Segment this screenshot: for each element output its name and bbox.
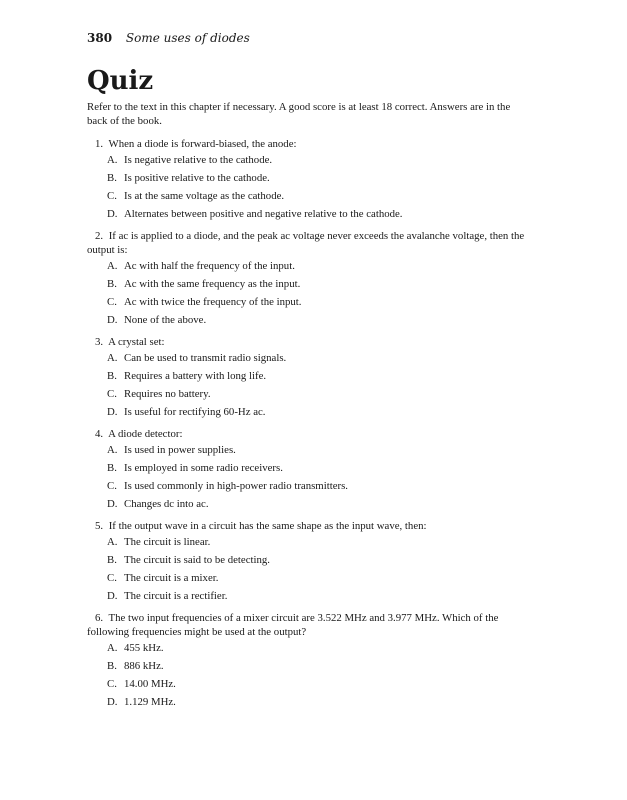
question-number: 4. [95,428,104,440]
option-text: Is negative relative to the cathode. [124,154,273,166]
option-text: Is useful for rectifying 60-Hz ac. [124,406,266,418]
option-letter: A. [107,260,118,272]
option-text: Is used commonly in high-power radio transmitters. [124,480,348,492]
question-5 [87,519,527,605]
option-letter: B. [107,554,117,566]
question-text [87,137,527,151]
question-number: 6. [95,612,104,624]
option-text: The circuit is linear. [124,536,211,548]
answer-option [87,403,527,421]
option-text: Requires no battery. [124,388,211,400]
answer-option [87,367,527,385]
option-text: Is positive relative to the cathode. [124,172,270,184]
option-text: None of the above. [124,314,207,326]
answer-option [87,257,527,275]
question-1 [87,137,527,223]
answer-option [87,169,527,187]
question-prompt: The two input frequencies of a mixer circuit are 3.522 MHz and 3.977 MHz. Which of the following frequencies might be used at the output? [87,612,499,638]
option-letter: C. [107,480,117,492]
option-text: 14.00 MHz. [124,678,176,690]
option-letter: A. [107,154,118,166]
answer-option [87,569,527,587]
option-letter: C. [107,678,117,690]
quiz-intro: Refer to the text in this chapter if necessary. A good score is at least 18 correct. Answers are in the back of the book. [87,101,511,127]
option-text: Ac with half the frequency of the input. [124,260,295,272]
question-prompt: A crystal set: [108,336,165,348]
answer-option [87,205,527,223]
option-text: The circuit is a mixer. [124,572,219,584]
option-letter: C. [107,388,117,400]
option-letter: D. [107,590,118,602]
page-number: 380 [87,31,113,45]
option-letter: D. [107,208,118,220]
option-text: Is used in power supplies. [124,444,236,456]
quiz-title: Quiz [87,66,154,96]
option-text: The circuit is a rectifier. [124,590,228,602]
option-letter: A. [107,536,118,548]
answer-option [87,657,527,675]
option-text: Requires a battery with long life. [124,370,267,382]
option-letter: B. [107,462,117,474]
option-text: Can be used to transmit radio signals. [124,352,287,364]
option-letter: C. [107,572,117,584]
question-2 [87,229,527,329]
question-number: 5. [95,520,104,532]
answer-option [87,187,527,205]
option-text: 886 kHz. [124,660,164,672]
answer-option [87,587,527,605]
option-text: Is employed in some radio receivers. [124,462,283,474]
running-title: Some uses of diodes [125,31,250,45]
question-text [87,427,527,441]
option-text: 1.129 MHz. [124,696,176,708]
option-letter: A. [107,352,118,364]
option-text: Changes dc into ac. [124,498,209,510]
answer-option [87,293,527,311]
option-text: Ac with the same frequency as the input. [124,278,301,290]
question-6 [87,611,527,711]
running-head [87,30,527,48]
option-letter: B. [107,660,117,672]
answer-options [87,533,527,605]
answer-options [87,639,527,711]
answer-option [87,441,527,459]
answer-option [87,385,527,403]
option-text: Alternates between positive and negative relative to the cathode. [124,208,403,220]
question-4 [87,427,527,513]
answer-option [87,533,527,551]
question-text [87,335,527,349]
answer-option [87,477,527,495]
question-number: 2. [95,230,104,242]
answer-options [87,441,527,513]
option-letter: D. [107,406,118,418]
answer-option [87,151,527,169]
question-list [87,137,527,711]
option-text: 455 kHz. [124,642,164,654]
question-prompt: If ac is applied to a diode, and the peak ac voltage never exceeds the avalanche voltage, then the output is: [87,230,525,256]
option-text: Ac with twice the frequency of the input. [124,296,302,308]
option-letter: D. [107,314,118,326]
question-text [87,229,527,257]
option-letter: D. [107,498,118,510]
option-letter: B. [107,172,117,184]
option-text: The circuit is said to be detecting. [124,554,271,566]
answer-options [87,257,527,329]
answer-options [87,151,527,223]
answer-option [87,693,527,711]
option-letter: A. [107,642,118,654]
question-text [87,611,527,639]
page [87,30,527,717]
answer-option [87,675,527,693]
answer-option [87,639,527,657]
question-text [87,519,527,533]
option-letter: B. [107,278,117,290]
question-3 [87,335,527,421]
question-prompt: When a diode is forward-biased, the anode: [108,138,297,150]
answer-option [87,311,527,329]
question-prompt: If the output wave in a circuit has the same shape as the input wave, then: [108,520,427,532]
answer-option [87,275,527,293]
answer-option [87,551,527,569]
answer-option [87,349,527,367]
option-letter: D. [107,696,118,708]
answer-option [87,459,527,477]
question-number: 1. [95,138,104,150]
option-letter: C. [107,190,117,202]
question-prompt: A diode detector: [108,428,183,440]
option-text: Is at the same voltage as the cathode. [124,190,285,202]
answer-options [87,349,527,421]
option-letter: C. [107,296,117,308]
option-letter: B. [107,370,117,382]
answer-option [87,495,527,513]
option-letter: A. [107,444,118,456]
question-number: 3. [95,336,104,348]
